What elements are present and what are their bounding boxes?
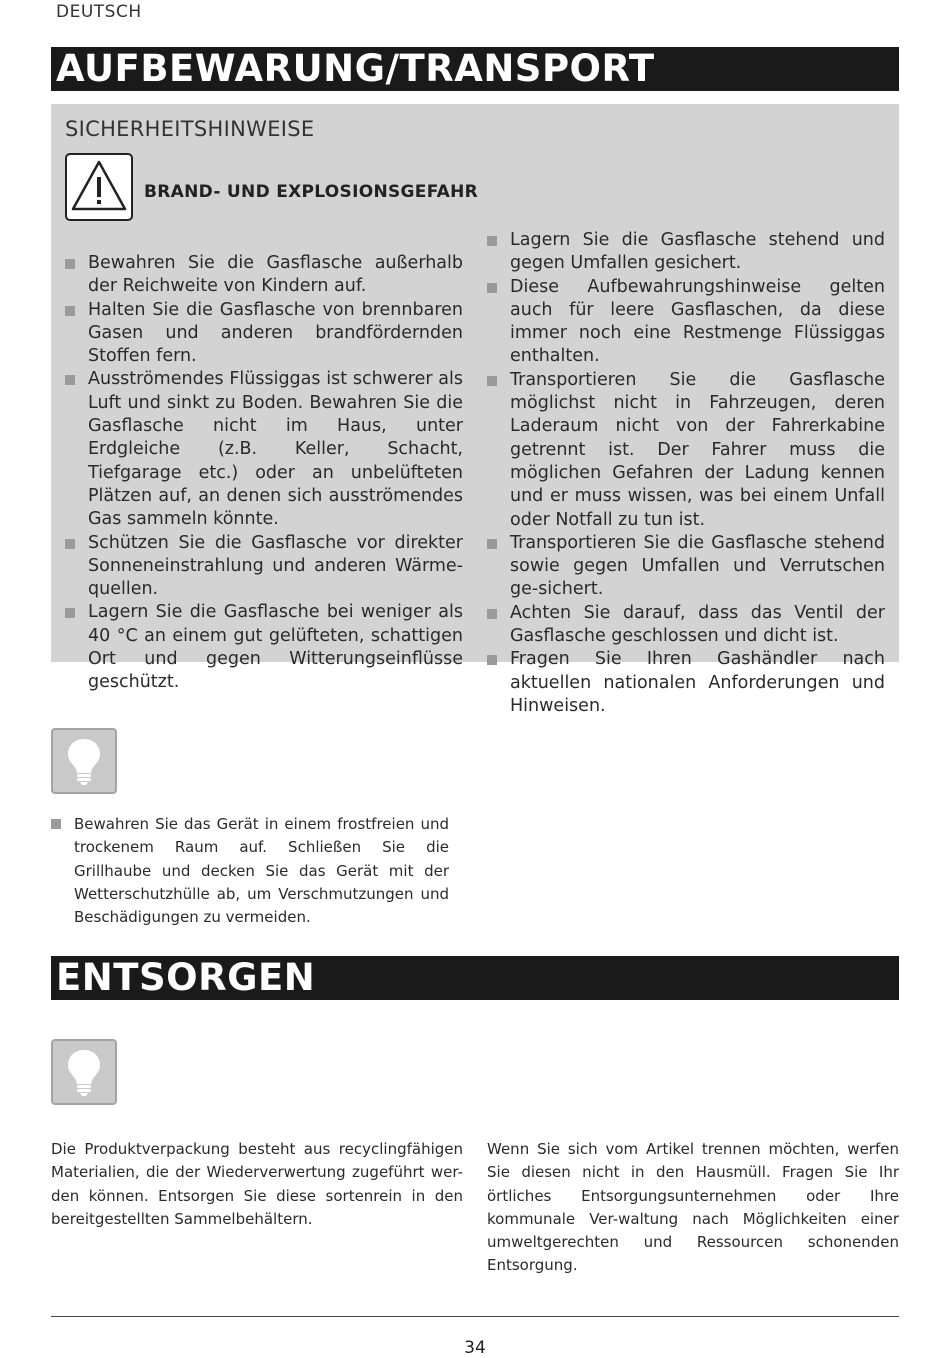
list-item: Bewahren Sie das Gerät in einem frostfreien und trockenem Raum auf. Schließen Sie die Grillhaube und decken Sie das Gerät mit der Wetterschutzhülle ab, um Verschmutzungen und Beschädigungen zu vermeiden. — [51, 813, 449, 929]
bullet-square-icon — [487, 609, 497, 619]
bullet-square-icon — [51, 819, 61, 829]
list-item: Lagern Sie die Gasflasche stehend und gegen Umfallen gesichert. — [487, 229, 885, 276]
safety-box — [51, 104, 899, 716]
disposal-paragraph-left: Die Produktverpackung besteht aus recyclingfähigen Materialien, die der Wiederverwertung zugeführt wer-den können. Entsorgen Sie diese sortenrein in den bereitgestellten Sammelbehältern. — [51, 1140, 463, 1228]
list-item: Transportieren Sie die Gasflasche stehend sowie gegen Umfallen und Verrutschen ge-sichert. — [487, 532, 885, 602]
bullet-square-icon — [65, 608, 75, 618]
list-item: Lagern Sie die Gasflasche bei weniger als 40 °C an einem gut gelüfteten, schattigen Ort und gegen Witterungseinflüsse geschützt. — [65, 601, 463, 694]
lightbulb-icon — [51, 728, 117, 794]
bullet-square-icon — [65, 259, 75, 269]
list-item: Bewahren Sie die Gasflasche außerhalb der Reichweite von Kindern auf. — [65, 252, 463, 299]
safety-list-left — [65, 252, 463, 695]
bullet-square-icon — [487, 539, 497, 549]
disposal-paragraph-right: Wenn Sie sich vom Artikel trennen möchten, werfen Sie diesen nicht in den Hausmüll. Fragen Sie Ihr örtliches Entsorgungsunternehmen oder Ihre kommunale Ver-waltung nach Möglichkeiten einer umweltgerechten und Ressourcen schonenden Entsorgung. — [487, 1140, 899, 1275]
list-item: Transportieren Sie die Gasflasche möglichst nicht in Fahrzeugen, deren Laderaum nicht von der Fahrerkabine getrennt ist. Der Fahrer muss die möglichen Gefahren der Ladung kennen und er muss wissen, was bei einem Unfall oder Notfall zu tun ist. — [487, 369, 885, 532]
bullet-square-icon — [487, 283, 497, 293]
storage-tip-list — [51, 813, 449, 929]
page-number: 34 — [464, 1338, 486, 1358]
safety-list-right — [487, 229, 885, 718]
footer-divider — [51, 1316, 899, 1317]
bullet-square-icon — [65, 539, 75, 549]
language-label: DEUTSCH — [56, 2, 142, 22]
list-item: Halten Sie die Gasflasche von brennbaren Gasen und anderen brandfördernden Stoffen fern. — [65, 299, 463, 369]
safety-title: SICHERHEITSHINWEISE — [65, 117, 315, 141]
list-item: Achten Sie darauf, dass das Ventil der Gasflasche geschlossen und dicht ist. — [487, 602, 885, 649]
list-item: Schützen Sie die Gasflasche vor direkter Sonneneinstrahlung und anderen Wärme-quellen. — [65, 532, 463, 602]
section-title-disposal: ENTSORGEN — [51, 956, 899, 1000]
list-item: Diese Aufbewahrungshinweise gelten auch für leere Gasflaschen, da diese immer noch eine Restmenge Flüssiggas enthalten. — [487, 276, 885, 369]
list-item: Fragen Sie Ihren Gashändler nach aktuellen nationalen Anforderungen und Hinweisen. — [487, 648, 885, 718]
bullet-square-icon — [487, 376, 497, 386]
section-title-storage: AUFBEWARUNG/TRANSPORT — [51, 47, 899, 91]
bullet-square-icon — [65, 375, 75, 385]
bullet-square-icon — [487, 655, 497, 665]
list-item: Ausströmendes Flüssiggas ist schwerer als Luft und sinkt zu Boden. Bewahren Sie die Gasflasche nicht im Haus, unter Erdgleiche (z.B. Keller, Schacht, Tiefgarage etc.) oder an unbelüfteten Plätzen auf, an denen sich ausströmendes Gas sammeln könnte. — [65, 368, 463, 531]
warning-triangle-icon — [65, 153, 133, 221]
warning-heading: BRAND- UND EXPLOSIONSGEFAHR — [144, 182, 479, 202]
bullet-square-icon — [487, 236, 497, 246]
bullet-square-icon — [65, 306, 75, 316]
lightbulb-icon — [51, 1039, 117, 1105]
